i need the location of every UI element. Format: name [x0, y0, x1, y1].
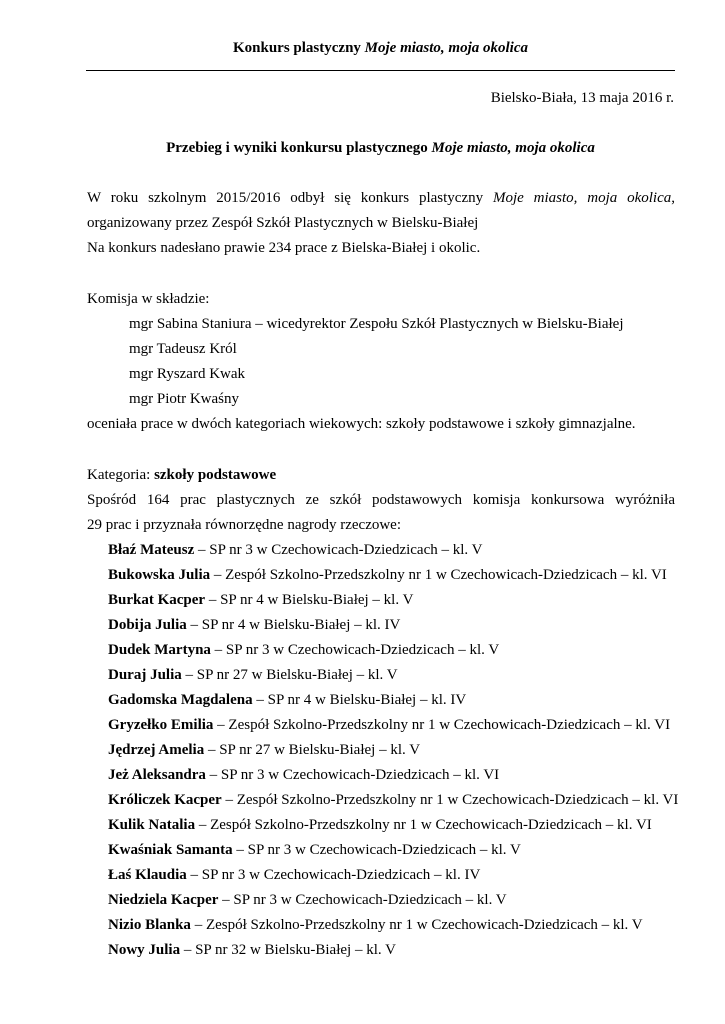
list-item [108, 790, 678, 810]
winner-details: – Zespół Szkolno-Przedszkolny nr 1 w Czechowicach-Dziedzicach – kl. VI [221, 792, 679, 808]
winner-name: Dudek Martyna [108, 642, 211, 658]
list-item [108, 840, 521, 860]
list-item [108, 940, 396, 960]
winner-name: Niedziela Kacper [108, 892, 219, 908]
winner-details: – SP nr 3 w Czechowicach-Dziedzicach – kl. V [232, 842, 521, 858]
document-header [86, 38, 675, 58]
winner-name: Kwaśniak Samanta [108, 842, 233, 858]
winner-name: Króliczek Kacper [108, 792, 222, 808]
date-line: Bielsko-Biała, 13 maja 2016 r. [490, 90, 674, 106]
winner-name: Burkat Kacper [108, 592, 206, 608]
list-item [108, 765, 499, 785]
winner-name: Duraj Julia [108, 667, 182, 683]
winner-details: – SP nr 4 w Bielsku-Białej – kl. IV [252, 692, 467, 708]
winner-details: – SP nr 32 w Bielsku-Białej – kl. V [180, 942, 396, 958]
intro-line1-end: , [671, 190, 676, 206]
winner-details: – SP nr 3 w Czechowicach-Dziedzicach – kl. V [210, 642, 500, 658]
list-item [108, 865, 480, 885]
intro-line-3: Na konkurs nadesłano prawie 234 prace z Bielska-Białej i okolic. [87, 240, 481, 256]
intro-line-2: organizowany przez Zespół Szkół Plastycznych w Bielsku-Białej [87, 215, 479, 231]
winner-details: – SP nr 4 w Bielsku-Białej – kl. IV [186, 617, 401, 633]
committee-label: Komisja w składzie: [87, 291, 210, 307]
winner-name: Jeż Aleksandra [108, 767, 206, 783]
committee-member: mgr Sabina Staniura – wicedyrektor Zespołu Szkół Plastycznych w Bielsku-Białej [129, 316, 624, 332]
list-item [108, 590, 413, 610]
document-heading [86, 138, 675, 158]
list-item [108, 640, 499, 660]
winner-name: Dobija Julia [108, 617, 187, 633]
committee-member: mgr Ryszard Kwak [129, 366, 246, 382]
heading-italic: Moje miasto, moja okolica [431, 140, 595, 156]
winner-details: – SP nr 3 w Czechowicach-Dziedzicach – kl. V [218, 892, 507, 908]
winner-name: Łaś Klaudia [108, 867, 187, 883]
winner-details: – Zespół Szkolno-Przedszkolny nr 1 w Czechowicach-Dziedzicach – kl. VI [210, 567, 667, 583]
winner-details: – SP nr 27 w Bielsku-Białej – kl. V [181, 667, 398, 683]
intro-line1-plain: W roku szkolnym 2015/2016 odbył się konkurs plastyczny [87, 190, 493, 206]
list-item [108, 815, 652, 835]
winner-name: Błaź Mateusz [108, 542, 195, 558]
category-name: szkoły podstawowe [154, 467, 277, 483]
list-item [108, 715, 670, 735]
winner-details: – SP nr 3 w Czechowicach-Dziedzicach – kl. IV [186, 867, 481, 883]
winner-details: – Zespół Szkolno-Przedszkolny nr 1 w Czechowicach-Dziedzicach – kl. V [190, 917, 643, 933]
header-title-italic: Moje miasto, moja okolica [364, 40, 529, 56]
committee-member: mgr Piotr Kwaśny [129, 391, 239, 407]
list-item [108, 890, 507, 910]
category-line [87, 465, 276, 485]
intro-line-1 [87, 188, 675, 208]
winner-name: Kulik Natalia [108, 817, 196, 833]
category-desc-line-1: Spośród 164 prac plastycznych ze szkół podstawowych komisja konkursowa wyróżniła [87, 492, 675, 508]
winner-name: Gadomska Magdalena [108, 692, 253, 708]
list-item [108, 915, 643, 935]
list-item [108, 740, 420, 760]
winner-name: Nizio Blanka [108, 917, 191, 933]
committee-closing: oceniała prace w dwóch kategoriach wiekowych: szkoły podstawowe i szkoły gimnazjalne. [87, 416, 636, 432]
winner-details: – Zespół Szkolno-Przedszkolny nr 1 w Czechowicach-Dziedzicach – kl. VI [213, 717, 671, 733]
list-item [108, 615, 400, 635]
list-item [108, 565, 667, 585]
winner-details: – SP nr 3 w Czechowicach-Dziedzicach – kl. VI [205, 767, 500, 783]
winner-details: – SP nr 3 w Czechowicach-Dziedzicach – kl. V [194, 542, 483, 558]
winner-name: Nowy Julia [108, 942, 181, 958]
winner-details: – SP nr 4 w Bielsku-Białej – kl. V [205, 592, 414, 608]
intro-line1-italic: Moje miasto, moja okolica [492, 190, 672, 206]
list-item [108, 690, 466, 710]
committee-member: mgr Tadeusz Król [129, 341, 237, 357]
winner-details: – Zespół Szkolno-Przedszkolny nr 1 w Czechowicach-Dziedzicach – kl. VI [195, 817, 652, 833]
winner-name: Bukowska Julia [108, 567, 211, 583]
category-label: Kategoria: [87, 467, 155, 483]
header-rule [86, 70, 675, 71]
list-item [108, 665, 398, 685]
winner-name: Jędrzej Amelia [108, 742, 205, 758]
list-item [108, 540, 482, 560]
heading-plain: Przebieg i wyniki konkursu plastycznego [166, 140, 432, 156]
winner-name: Gryzełko Emilia [108, 717, 214, 733]
header-title-plain: Konkurs plastyczny [232, 40, 365, 56]
category-desc-line-2: 29 prac i przyznała równorzędne nagrody rzeczowe: [87, 517, 402, 533]
winner-details: – SP nr 27 w Bielsku-Białej – kl. V [204, 742, 421, 758]
